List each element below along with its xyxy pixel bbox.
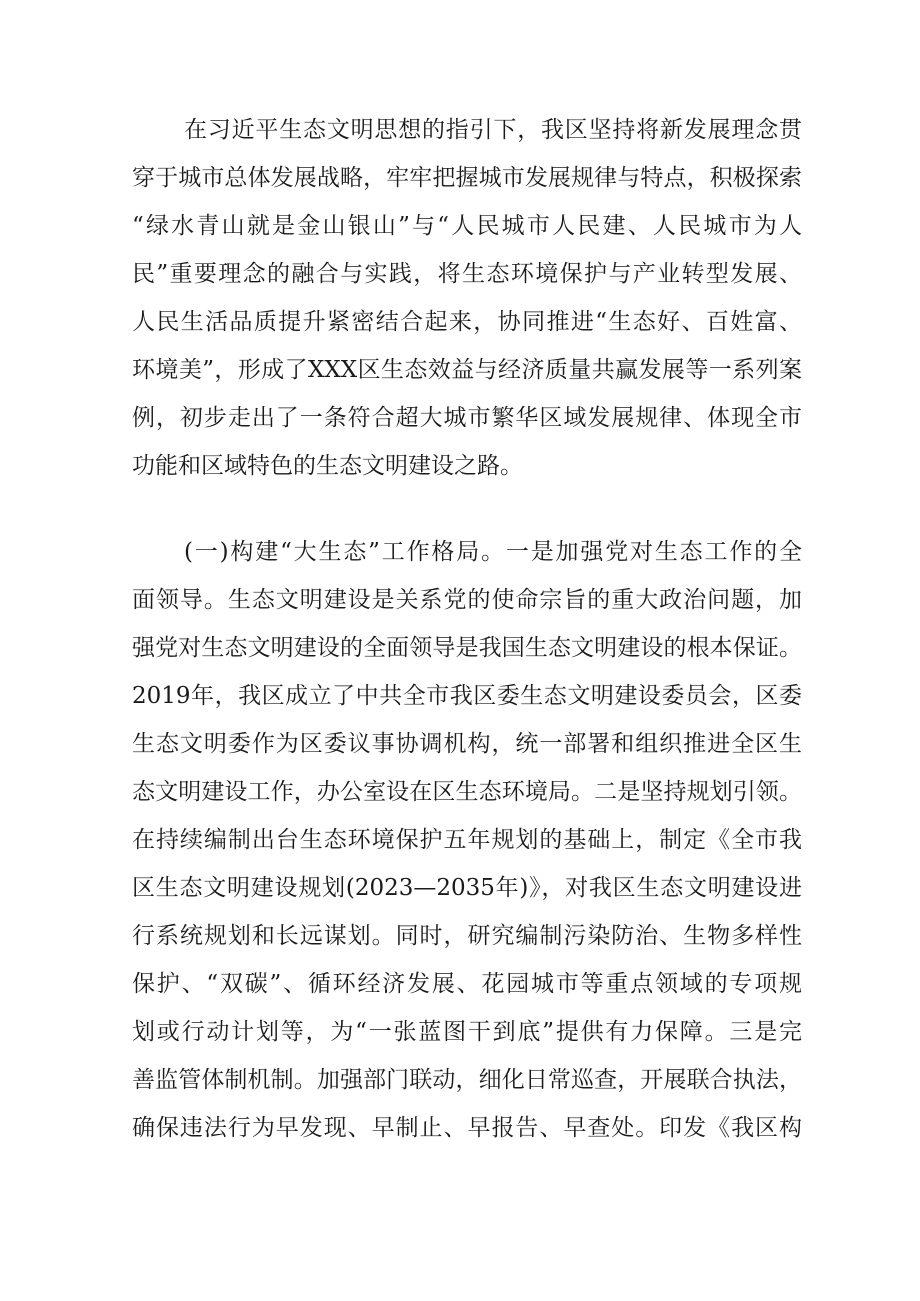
paragraph-line: 面领导。生态文明建设是关系党的使命宗旨的重大政治问题，加: [132, 587, 802, 613]
paragraph-line: 态文明建设工作，办公室设在区生态环境局。二是坚持规划引领。: [132, 779, 802, 805]
paragraph-line: 人民生活品质提升紧密结合起来，协同推进“生态好、百姓富、: [132, 309, 802, 335]
paragraph-line: 生态文明委作为区委议事协调机构，统一部署和组织推进全区生: [132, 731, 802, 757]
paragraph-line: 保护、“双碳”、循环经济发展、花园城市等重点领域的专项规: [132, 971, 802, 997]
paragraph-line: 确保违法行为早发现、早制止、早报告、早查处。印发《我区构: [132, 1115, 802, 1141]
paragraph-line: 强党对生态文明建设的全面领导是我国生态文明建设的根本保证。: [132, 635, 802, 661]
paragraph-line: “绿水青山就是金山银山”与“人民城市人民建、人民城市为人: [132, 213, 802, 239]
paragraph-line: (一)构建“大生态”工作格局。一是加强党对生态工作的全: [184, 539, 802, 565]
paragraph-line: 划或行动计划等，为“一张蓝图干到底”提供有力保障。三是完: [132, 1019, 802, 1045]
paragraph-line: 民”重要理念的融合与实践，将生态环境保护与产业转型发展、: [132, 261, 802, 287]
paragraph-line: 2019年，我区成立了中共全市我区委生态文明建设委员会，区委: [132, 683, 802, 709]
paragraph-line: 例，初步走出了一条符合超大城市繁华区域发展规律、体现全市: [132, 405, 802, 431]
paragraph-line: 善监管体制机制。加强部门联动，细化日常巡查，开展联合执法，: [132, 1067, 802, 1093]
paragraph-line: 区生态文明建设规划(2023—2035年)》，对我区生态文明建设进: [132, 875, 802, 901]
paragraph-line: 环境美”，形成了XXX区生态效益与经济质量共赢发展等一系列案: [132, 357, 802, 383]
paragraph-line: 在习近平生态文明思想的指引下，我区坚持将新发展理念贯: [184, 117, 802, 143]
paragraph-line: 行系统规划和长远谋划。同时，研究编制污染防治、生物多样性: [132, 923, 802, 949]
paragraph-line: 在持续编制出台生态环境保护五年规划的基础上，制定《全市我: [132, 827, 802, 853]
paragraph-line: 穿于城市总体发展战略，牢牢把握城市发展规律与特点，积极探索: [132, 165, 802, 191]
paragraph-line: 功能和区域特色的生态文明建设之路。: [132, 453, 523, 479]
